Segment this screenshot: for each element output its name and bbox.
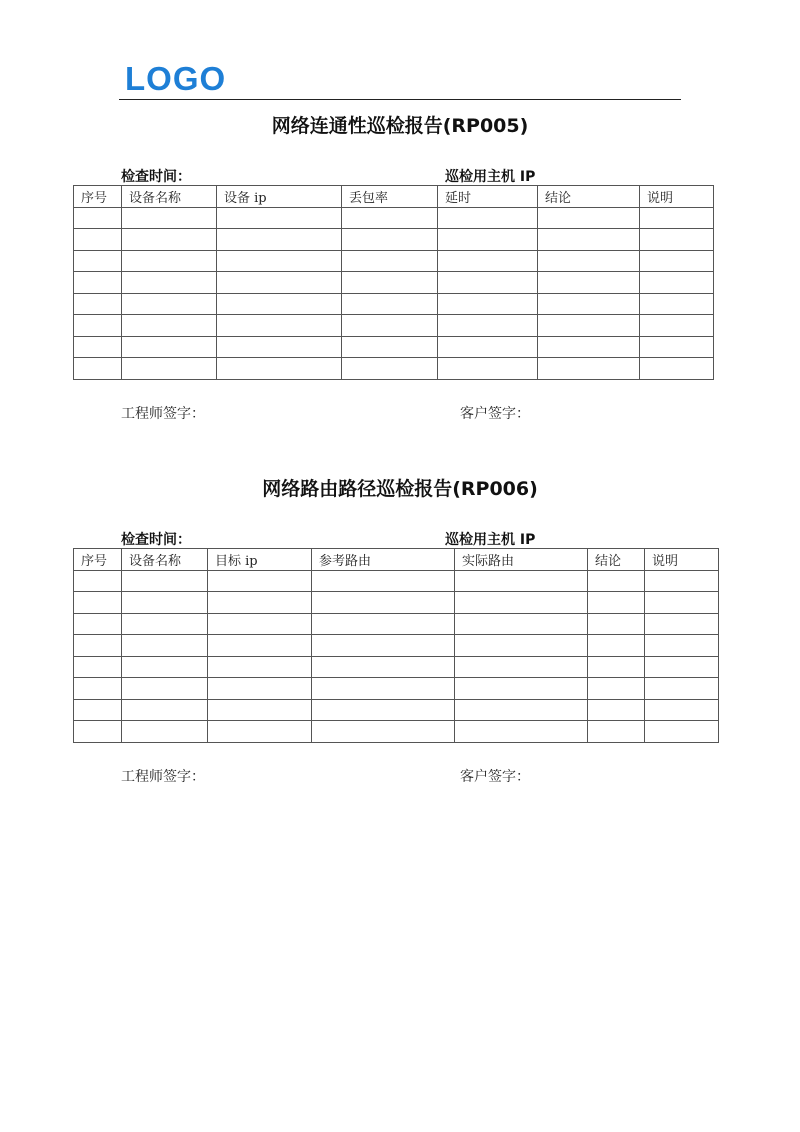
report1-table-row (74, 293, 714, 315)
report1-table-cell[interactable] (217, 207, 342, 229)
report1-table-cell[interactable] (438, 207, 538, 229)
report1-table-row (74, 272, 714, 294)
report1-table-cell[interactable] (640, 272, 714, 294)
report2-title: 网络路由路径巡检报告(RP006) (262, 478, 538, 500)
report2-table-cell[interactable] (312, 678, 455, 700)
report1-table-cell[interactable] (74, 272, 122, 294)
report2-table-cell[interactable] (74, 678, 122, 700)
report2-table-cell[interactable] (312, 613, 455, 635)
report1-table-cell[interactable] (122, 315, 217, 337)
report2-customer-signature-label: 客户签字： (460, 769, 530, 785)
report2-table-cell[interactable] (588, 699, 645, 721)
report1-table-cell[interactable] (342, 272, 438, 294)
report2-col-device-name: 设备名称 (122, 549, 208, 571)
report2-host-ip-label: 巡检用主机 IP (445, 532, 536, 548)
report2-table-cell[interactable] (74, 656, 122, 678)
report2-header-row (74, 549, 719, 571)
report1-table-cell[interactable] (74, 250, 122, 272)
report1-table-cell[interactable] (538, 336, 640, 358)
report2-col-actual-route: 实际路由 (455, 549, 588, 571)
report1-engineer-signature-label: 工程师签字： (121, 406, 205, 422)
report2-table-cell[interactable] (588, 613, 645, 635)
report2-table-row (74, 613, 719, 635)
report2-table-cell[interactable] (74, 613, 122, 635)
report1-table-cell[interactable] (122, 336, 217, 358)
report1-table-cell[interactable] (640, 207, 714, 229)
report2-table-cell[interactable] (455, 656, 588, 678)
report1-table-cell[interactable] (217, 272, 342, 294)
report2-table-cell[interactable] (455, 635, 588, 657)
report1-table-cell[interactable] (342, 229, 438, 251)
report1-table-cell[interactable] (217, 293, 342, 315)
report2-table-cell[interactable] (74, 699, 122, 721)
report1-table-cell[interactable] (342, 315, 438, 337)
report1-table-cell[interactable] (217, 315, 342, 337)
report2-table-cell[interactable] (455, 613, 588, 635)
report1-table-cell[interactable] (538, 272, 640, 294)
report1-table-cell[interactable] (538, 315, 640, 337)
report2-table-cell[interactable] (122, 592, 208, 614)
report2-table-cell[interactable] (122, 656, 208, 678)
report2-table-cell[interactable] (312, 721, 455, 743)
report1-table-cell[interactable] (438, 272, 538, 294)
report1-table-cell[interactable] (640, 293, 714, 315)
report2-table-cell[interactable] (122, 635, 208, 657)
report1-col-index: 序号 (74, 186, 122, 208)
report1-col-latency: 延时 (438, 186, 538, 208)
report1-col-packet-loss: 丢包率 (342, 186, 438, 208)
report1-table-cell[interactable] (640, 250, 714, 272)
report2-table-cell[interactable] (208, 635, 312, 657)
report2-table-cell[interactable] (312, 656, 455, 678)
report1-table-cell[interactable] (342, 250, 438, 272)
report2-col-notes: 说明 (645, 549, 719, 571)
report1-table-cell[interactable] (538, 250, 640, 272)
report2-table-cell[interactable] (588, 592, 645, 614)
report1-table-cell[interactable] (74, 336, 122, 358)
report2-table-cell[interactable] (74, 635, 122, 657)
report2-table-cell[interactable] (74, 570, 122, 592)
report1-table-cell[interactable] (538, 358, 640, 380)
report2-table-row (74, 592, 719, 614)
report1-table-row (74, 358, 714, 380)
report2-table-cell[interactable] (208, 721, 312, 743)
report1-table-cell[interactable] (438, 229, 538, 251)
report1-table-cell[interactable] (538, 293, 640, 315)
report1-table-cell[interactable] (342, 336, 438, 358)
report2-table-cell[interactable] (645, 656, 719, 678)
report1-host-ip-label: 巡检用主机 IP (445, 169, 536, 185)
report2-table-cell[interactable] (588, 721, 645, 743)
report2-engineer-signature-label: 工程师签字： (121, 769, 205, 785)
report1-table-row (74, 250, 714, 272)
report1-table-cell[interactable] (122, 229, 217, 251)
report2-table-cell[interactable] (645, 678, 719, 700)
report2-table-cell[interactable] (645, 592, 719, 614)
report2-table-cell[interactable] (208, 656, 312, 678)
report2-table-cell[interactable] (455, 570, 588, 592)
report1-table-row (74, 315, 714, 337)
report1-table-cell[interactable] (342, 207, 438, 229)
report1-col-device-ip: 设备 ip (217, 186, 342, 208)
report2-table-cell[interactable] (208, 678, 312, 700)
header-divider (119, 99, 681, 100)
report1-col-conclusion: 结论 (538, 186, 640, 208)
report2-table-row (74, 699, 719, 721)
report2-table-cell[interactable] (588, 678, 645, 700)
report1-table-cell[interactable] (122, 250, 217, 272)
report2-col-index: 序号 (74, 549, 122, 571)
report1-col-notes: 说明 (640, 186, 714, 208)
report1-table-cell[interactable] (538, 207, 640, 229)
report2-table-cell[interactable] (588, 656, 645, 678)
report1-table-cell[interactable] (122, 207, 217, 229)
report1-table-cell[interactable] (438, 250, 538, 272)
report1-customer-signature-label: 客户签字： (460, 406, 530, 422)
report1-table-cell[interactable] (217, 229, 342, 251)
report1-col-device-name: 设备名称 (122, 186, 217, 208)
report1-table-cell[interactable] (640, 315, 714, 337)
report1-table-cell[interactable] (438, 336, 538, 358)
report1-table-cell[interactable] (217, 336, 342, 358)
report2-table-cell[interactable] (122, 678, 208, 700)
report2-table-cell[interactable] (645, 613, 719, 635)
report2-table-cell[interactable] (122, 721, 208, 743)
report2-table-row (74, 656, 719, 678)
report2-table-cell[interactable] (122, 570, 208, 592)
report2-table-cell[interactable] (455, 592, 588, 614)
report2-table-cell[interactable] (455, 699, 588, 721)
report1-table-cell[interactable] (438, 358, 538, 380)
report2-col-reference-route: 参考路由 (312, 549, 455, 571)
report2-table-cell[interactable] (312, 592, 455, 614)
report1-table-cell[interactable] (122, 358, 217, 380)
report1-check-time-label: 检查时间： (121, 169, 191, 185)
report1-table-cell[interactable] (438, 293, 538, 315)
report1-table-cell[interactable] (640, 229, 714, 251)
report2-table-cell[interactable] (122, 699, 208, 721)
report1-table-cell[interactable] (438, 315, 538, 337)
report2-table-cell[interactable] (74, 592, 122, 614)
report1-title: 网络连通性巡检报告(RP005) (271, 115, 529, 137)
report2-table-cell[interactable] (208, 699, 312, 721)
report1-table-cell[interactable] (122, 272, 217, 294)
report1-table-cell[interactable] (217, 250, 342, 272)
report1-table-row (74, 207, 714, 229)
report2-table-cell[interactable] (208, 592, 312, 614)
report1-table-cell[interactable] (74, 315, 122, 337)
report1-table-cell[interactable] (640, 358, 714, 380)
report2-table-cell[interactable] (312, 699, 455, 721)
report1-table-row (74, 336, 714, 358)
report1-table-cell[interactable] (342, 293, 438, 315)
report1-table-cell[interactable] (122, 293, 217, 315)
report1-table-cell[interactable] (538, 229, 640, 251)
report1-table (73, 185, 714, 380)
report2-table-cell[interactable] (645, 570, 719, 592)
report2-table-cell[interactable] (645, 699, 719, 721)
report2-table-cell[interactable] (455, 721, 588, 743)
report1-table-cell[interactable] (640, 336, 714, 358)
logo: LOGO (125, 60, 227, 97)
report2-check-time-label: 检查时间： (121, 532, 191, 548)
report2-table-cell[interactable] (588, 635, 645, 657)
report2-col-conclusion: 结论 (588, 549, 645, 571)
report2-table-row (74, 721, 719, 743)
report2-table-cell[interactable] (588, 570, 645, 592)
report2-col-target-ip: 目标 ip (208, 549, 312, 571)
report2-table-cell[interactable] (312, 570, 455, 592)
report1-table-cell[interactable] (74, 229, 122, 251)
report1-table-cell[interactable] (342, 358, 438, 380)
report2-table-cell[interactable] (455, 678, 588, 700)
report1-header-row (74, 186, 714, 208)
report2-table-cell[interactable] (74, 721, 122, 743)
report2-table-row (74, 570, 719, 592)
report2-table-row (74, 635, 719, 657)
report2-table (73, 548, 719, 743)
report1-table-row (74, 229, 714, 251)
report2-table-cell[interactable] (208, 613, 312, 635)
report2-table-cell[interactable] (122, 613, 208, 635)
report2-table-row (74, 678, 719, 700)
report2-table-cell[interactable] (645, 721, 719, 743)
report2-table-cell[interactable] (312, 635, 455, 657)
report1-table-cell[interactable] (74, 207, 122, 229)
report2-table-cell[interactable] (208, 570, 312, 592)
report1-table-cell[interactable] (217, 358, 342, 380)
report1-table-cell[interactable] (74, 358, 122, 380)
report2-table-cell[interactable] (645, 635, 719, 657)
report1-table-cell[interactable] (74, 293, 122, 315)
